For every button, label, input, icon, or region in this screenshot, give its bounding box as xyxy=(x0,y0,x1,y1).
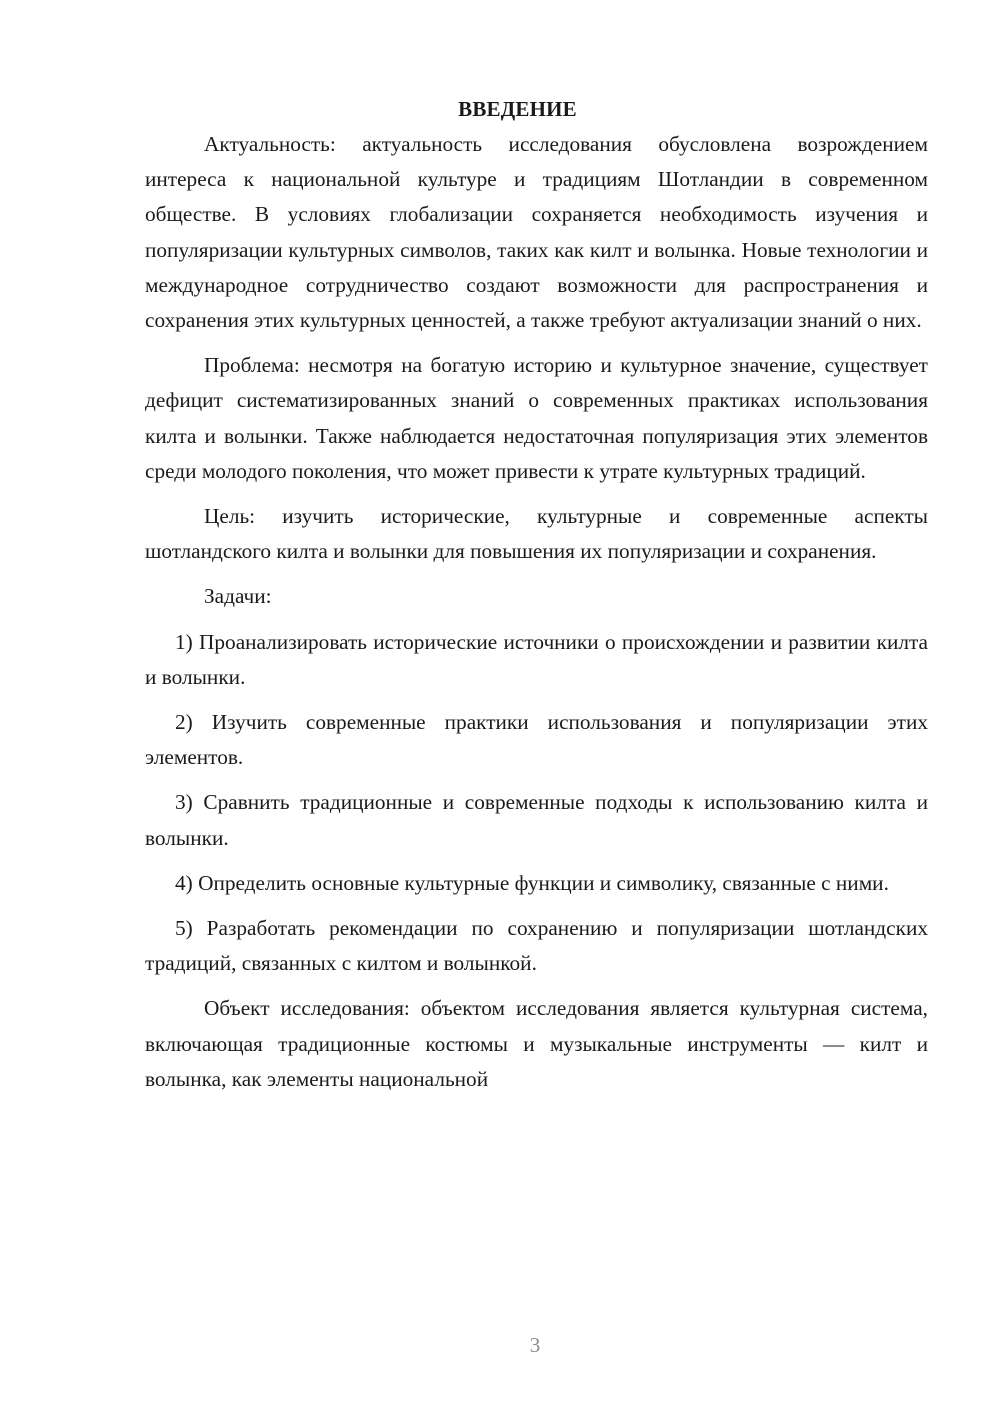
object-paragraph: Объект исследования: объектом исследования является культурная система, включающая традиционные костюмы и музыкальные инструменты — килт и волынка, как элементы национальной xyxy=(145,996,928,1091)
task-item-2: 2) Изучить современные практики использования и популяризации этих элементов. xyxy=(145,710,928,770)
page-number: 3 xyxy=(529,1333,541,1357)
goal-paragraph: Цель: изучить исторические, культурные и современные аспекты шотландского килта и волынки для повышения их популяризации и сохранения. xyxy=(145,504,928,564)
relevance-paragraph: Актуальность: актуальность исследования обусловлена возрождением интереса к национальной культуре и традициям Шотландии в современном обществе. В условиях глобализации сохраняется необходимость изучения и популяризации культурных символов, таких как килт и волынка. Новые технологии и международное сотрудничество создают возможности для распространения и сохранения этих культурных ценностей, а также требуют актуализации знаний о них. xyxy=(145,132,928,333)
tasks-heading: Задачи: xyxy=(204,584,272,609)
task-item-5: 5) Разработать рекомендации по сохранению и популяризации шотландских традиций, связанных с килтом и волынкой. xyxy=(145,916,928,976)
problem-paragraph: Проблема: несмотря на богатую историю и культурное значение, существует дефицит систематизированных знаний о современных практиках использования килта и волынки. Также наблюдается недостаточная популяризация этих элементов среди молодого поколения, что может привести к утрате культурных традиций. xyxy=(145,353,928,483)
page-title: ВВЕДЕНИЕ xyxy=(458,97,577,121)
task-item-4: 4) Определить основные культурные функции и символику, связанные с ними. xyxy=(175,870,889,895)
document-page xyxy=(145,92,928,1097)
task-item-1: 1) Проанализировать исторические источники о происхождении и развитии килта и волынки. xyxy=(145,629,928,689)
task-item-3: 3) Сравнить традиционные и современные подходы к использованию килта и волынки. xyxy=(145,790,928,850)
